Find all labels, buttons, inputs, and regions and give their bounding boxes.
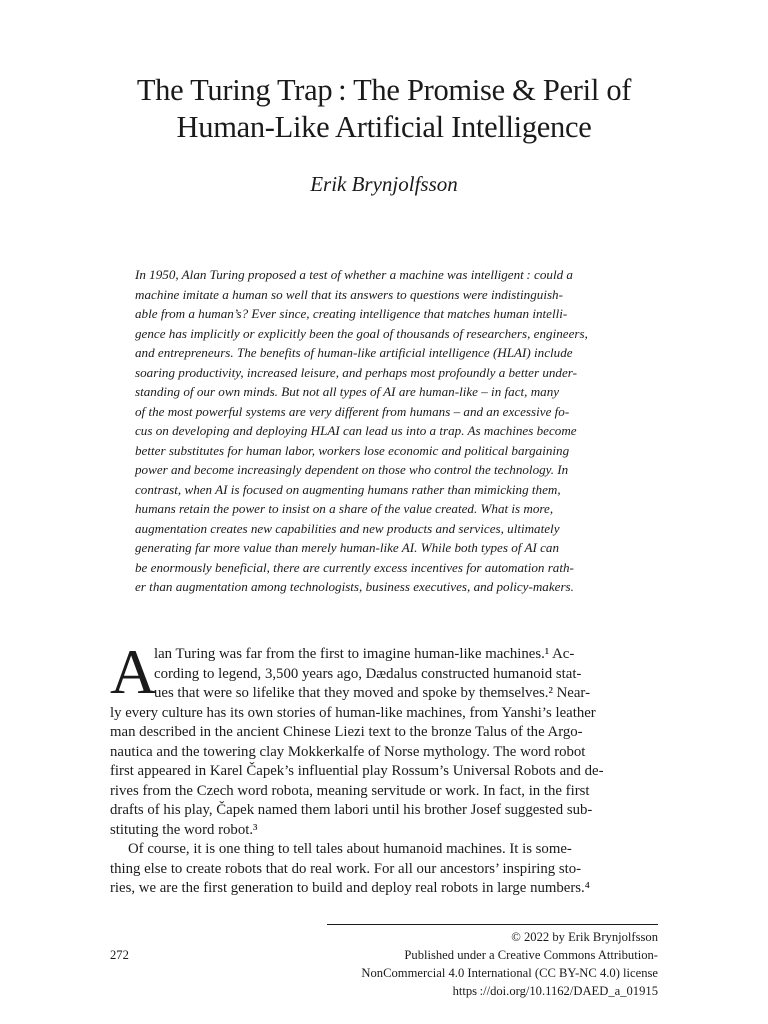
body-line: stituting the word robot.³ xyxy=(110,821,258,838)
body-line: ly every culture has its own stories of human-like machines, from Yanshi’s leather xyxy=(110,704,596,721)
abstract-line: generating far more value than merely human-like AI. While both types of AI can xyxy=(135,540,559,555)
abstract-line: humans retain the power to insist on a share of the value created. What is more, xyxy=(135,501,554,516)
abstract-line: soaring productivity, increased leisure, and perhaps most profoundly a better under- xyxy=(135,364,577,380)
title-line: The Turing Trap : The Promise & Peril of xyxy=(136,73,632,107)
abstract xyxy=(135,265,635,597)
license-line: NonCommercial 4.0 International (CC BY-NC 4.0) license xyxy=(361,966,658,980)
body-line: nautica and the towering clay Mokkerkalfe of Norse mythology. The word robot xyxy=(110,743,586,760)
license-line: Published under a Creative Commons Attribution- xyxy=(404,948,658,962)
body-line: thing else to create robots that do real work. For all our ancestors’ inspiring sto- xyxy=(110,860,582,877)
body-line: man described in the ancient Chinese Liezi text to the bronze Talus of the Argo- xyxy=(110,724,583,740)
abstract-line: standing of our own minds. But not all types of AI are human-like – in fact, many xyxy=(135,384,560,399)
body-line: ries, we are the first generation to build and deploy real robots in large numbers.⁴ xyxy=(110,880,590,896)
abstract-line: and entrepreneurs. The benefits of human-like artificial intelligence (HLAI) include xyxy=(135,345,573,360)
page-number: 272 xyxy=(110,948,129,962)
body-line: lan Turing was far from the first to imagine human-like machines.¹ Ac- xyxy=(154,646,575,662)
footer-rule xyxy=(327,924,658,925)
abstract-line: of the most powerful systems are very different from humans – and an excessive fo- xyxy=(135,403,570,419)
abstract-line: be enormously beneficial, there are currently excess incentives for automation rath- xyxy=(135,559,574,575)
doi-link[interactable]: https ://doi.org/10.1162/DAED_a_01915 xyxy=(452,984,658,998)
abstract-line: better substitutes for human labor, workers lose economic and political bargaining xyxy=(135,442,570,458)
abstract-line: contrast, when AI is focused on augmenting humans rather than mimicking them, xyxy=(135,481,561,497)
article-title xyxy=(60,72,708,146)
abstract-line: In 1950, Alan Turing proposed a test of whether a machine was intelligent : could a xyxy=(135,267,573,282)
body-line: Of course, it is one thing to tell tales about humanoid machines. It is some- xyxy=(128,841,572,857)
author-name: Erik Brynjolfsson xyxy=(310,172,458,196)
body-line: ues that were so lifelike that they moved and spoke by themselves.² Near- xyxy=(154,685,590,701)
copyright-line: © 2022 by Erik Brynjolfsson xyxy=(511,930,658,944)
title-line: Human-Like Artificial Intelligence xyxy=(176,110,592,144)
abstract-line: cus on developing and deploying HLAI can lead us into a trap. As machines become xyxy=(135,423,577,438)
body-text xyxy=(110,645,660,899)
abstract-line: able from a human’s? Ever since, creating intelligence that matches human intelli- xyxy=(135,306,568,321)
copyright-footer xyxy=(298,928,658,1000)
body-line: drafts of his play, Čapek named them labori until his brother Josef suggested sub- xyxy=(110,802,593,818)
abstract-line: er than augmentation among technologists, business executives, and policy-makers. xyxy=(135,579,574,594)
body-line: first appeared in Karel Čapek’s influential play Rossum’s Universal Robots and de- xyxy=(110,763,604,779)
abstract-line: augmentation creates new capabilities and new products and services, ultimately xyxy=(135,520,560,536)
abstract-line: machine imitate a human so well that its answers to questions were indistinguish- xyxy=(135,286,563,302)
abstract-line: power and become increasingly dependent on those who control the technology. In xyxy=(135,462,569,477)
body-line: rives from the Czech word robota, meaning servitude or work. In fact, in the first xyxy=(110,782,590,799)
abstract-line: gence has implicitly or explicitly been the goal of thousands of researchers, engineers, xyxy=(135,325,588,341)
body-line: cording to legend, 3,500 years ago, Dædalus constructed humanoid stat- xyxy=(154,665,582,682)
drop-cap: A xyxy=(110,636,157,707)
